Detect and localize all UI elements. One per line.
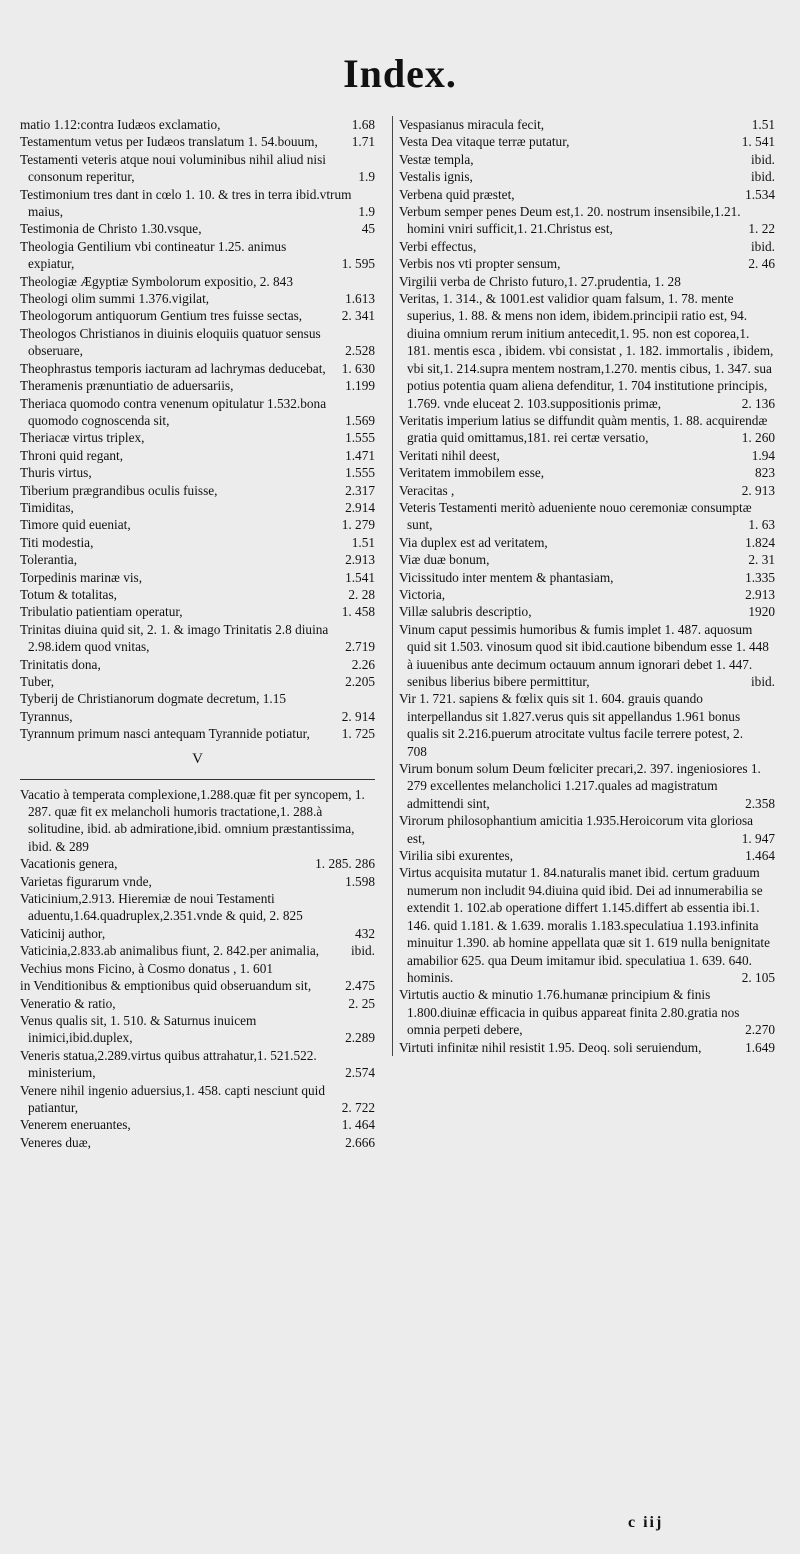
- entry-term: Virtutis auctio & minutio 1.76.humanæ principium & finis 1.800.diuinæ efficacia in quibus appareat finita 2.80.gratia nos omnia perpeti debere,: [399, 987, 740, 1038]
- left-column: [20, 116, 375, 1151]
- entry-page-ref: 2.205: [345, 674, 375, 689]
- entry-term: Tolerantia,: [20, 552, 78, 568]
- entry-page-ref: 1.9: [358, 204, 375, 220]
- index-entry: [399, 203, 775, 238]
- entry-page-ref: 2.913: [745, 586, 775, 602]
- entry-term: Villæ salubris descriptio,: [399, 604, 532, 620]
- entry-term: Venerem eneruantes,: [20, 1117, 131, 1133]
- entry-term: Vaticinia,2.833.ab animalibus fiunt, 2. 842.per animalia,: [20, 943, 320, 959]
- entry-term: Vaticinij author,: [20, 925, 106, 941]
- entry-page-ref: 1. 541: [741, 134, 775, 150]
- index-entry: [20, 151, 375, 186]
- entry-page-ref: 1.569: [345, 412, 375, 428]
- entry-page-ref: 1.51: [751, 117, 775, 132]
- entry-page-ref: 2. 914: [341, 708, 375, 724]
- index-entry: [20, 307, 375, 324]
- index-entry: [399, 238, 775, 255]
- index-entry: [20, 569, 375, 586]
- index-entry: [20, 482, 375, 499]
- entry-page-ref: 2.574: [345, 1065, 375, 1081]
- entry-term: Tyrannum primum nasci antequam Tyrannide potiatur,: [20, 726, 310, 742]
- entry-page-ref: 2.913: [345, 552, 375, 568]
- index-entry: [20, 238, 375, 273]
- index-entry: [20, 656, 375, 673]
- index-entry: [399, 464, 775, 481]
- entry-page-ref: 1.598: [345, 873, 375, 889]
- index-entry: [20, 1134, 375, 1151]
- entry-term: Venus qualis sit, 1. 510. & Saturnus inuicem inimici,ibid.duplex,: [20, 1012, 257, 1046]
- entry-page-ref: 823: [755, 465, 775, 481]
- entry-term: Theramenis prænuntiatio de aduersariis,: [20, 378, 234, 394]
- index-entry: [20, 603, 375, 620]
- entry-page-ref: 2. 25: [348, 995, 375, 1011]
- index-entry: [20, 464, 375, 481]
- entry-page-ref: ibid.: [750, 169, 775, 185]
- entry-page-ref: 1.335: [745, 569, 775, 585]
- entry-term: Veneratio & ratio,: [20, 995, 116, 1011]
- entry-term: Vestalis ignis,: [399, 169, 473, 185]
- entry-term: Tyberij de Christianorum dogmate decretum, 1.15: [20, 691, 287, 707]
- entry-term: Testamenti veteris atque noui voluminibus nihil aliud nisi consonum reperitur,: [20, 151, 326, 185]
- index-entry: [20, 586, 375, 603]
- entry-term: matio 1.12:contra Iudæos exclamatio,: [20, 117, 221, 132]
- entry-term: Theologos Christianos in diuinis eloquiis quatuor sensus obseruare,: [20, 325, 321, 359]
- index-entry: [399, 412, 775, 447]
- entry-page-ref: 2.719: [345, 639, 375, 655]
- entry-page-ref: 1.68: [351, 117, 375, 132]
- entry-page-ref: 1.534: [745, 186, 775, 202]
- index-entry: [399, 1039, 775, 1056]
- entry-page-ref: 432: [355, 925, 375, 941]
- entry-page-ref: 1.555: [345, 430, 375, 446]
- entry-term: Virtuti infinitæ nihil resistit 1.95. Deoq. soli seruiendum,: [399, 1039, 702, 1055]
- entry-term: Veritatis imperium latius se diffundit quàm mentis, 1. 88. acquirendæ gratia quid omittamus,181. rei certæ versatio,: [399, 412, 768, 446]
- entry-term: Viæ duæ bonum,: [399, 552, 490, 568]
- entry-page-ref: 2. 46: [748, 256, 775, 272]
- index-entry: [20, 890, 375, 925]
- entry-term: Titi modestia,: [20, 534, 94, 550]
- entry-page-ref: 1.464: [745, 848, 775, 864]
- entry-term: Theriacæ virtus triplex,: [20, 430, 145, 446]
- entry-page-ref: 2. 913: [741, 482, 775, 498]
- index-entry: [20, 429, 375, 446]
- entry-page-ref: 2. 341: [341, 308, 375, 324]
- index-entry: [20, 360, 375, 377]
- index-entry: [399, 290, 775, 412]
- signature-mark: c iij: [628, 1514, 664, 1531]
- entry-term: Verbena quid præstet,: [399, 186, 515, 202]
- index-entry: [399, 186, 775, 203]
- entry-term: Testamentum vetus per Iudæos translatum 1. 54.bouum,: [20, 134, 318, 150]
- index-entry: [399, 986, 775, 1038]
- entry-page-ref: 1. 260: [741, 430, 775, 446]
- entries-v-section: [20, 786, 375, 1152]
- index-entry: [20, 186, 375, 221]
- entry-term: Totum & totalitas,: [20, 586, 117, 602]
- index-entry: [20, 325, 375, 360]
- entry-page-ref: 1.613: [345, 291, 375, 307]
- entry-term: Vir 1. 721. sapiens & fœlix quis sit 1. 604. grauis quando interpellandus sit 1.827.verus quis sit appellandus 1.961 bonus qualis sit 2.216.puerum atrocitate vultus facile terrere potest, 2. 708: [399, 691, 744, 759]
- index-entry: [399, 603, 775, 620]
- index-entry: [20, 690, 375, 707]
- index-entry: [20, 116, 375, 133]
- entry-term: Virilia sibi exurentes,: [399, 848, 514, 864]
- entry-term: Vaticinium,2.913. Hieremiæ de noui Testamenti aduentu,1.64.quadruplex,2.351.vnde & quid, 2. 825: [20, 891, 303, 924]
- entry-term: Virgilii verba de Christo futuro,1. 27.prudentia, 1. 28: [399, 273, 681, 289]
- index-entry: [399, 586, 775, 603]
- entry-term: Virorum philosophantium amicitia 1.935.Heroicorum vita gloriosa est,: [399, 813, 754, 846]
- entry-term: Via duplex est ad veritatem,: [399, 534, 548, 550]
- index-entry: [20, 708, 375, 725]
- entry-term: Veneris statua,2.289.virtus quibus attrahatur,1. 521.522. ministerium,: [20, 1047, 317, 1081]
- entry-page-ref: 1. 63: [748, 517, 775, 533]
- index-entry: [399, 864, 775, 986]
- index-entry: [20, 395, 375, 430]
- entries-v-continued: [399, 116, 775, 1056]
- entry-term: Vespasianus miracula fecit,: [399, 117, 545, 132]
- entry-page-ref: 2. 105: [741, 969, 775, 985]
- entry-term: Verbis nos vti propter sensum,: [399, 256, 561, 272]
- entry-term: Veritas, 1. 314., & 1001.est validior quam falsum, 1. 78. mente superius, 1. 88. & mens non idem, ibidem.principii ratio est, 94. diuina omnium rerum initium antecedit,1. 95. non est coporea,1. 181. mentis esca , ibidem. vbi consistat , 1. 182. immortalis , ibidem, vbi sit,1. 214.supra mentem nostram,1.270. mentis cibus, 1. 347. sua potius potentia quam aliena defenditur, 1. 704 institutione principis, 1.769. vnde eluceat 2. 103.suppositionis primæ,: [399, 291, 774, 411]
- entry-term: Theologi olim summi 1.376.vigilat,: [20, 291, 210, 307]
- entry-page-ref: 2. 28: [348, 586, 375, 602]
- entry-page-ref: 1.51: [351, 534, 375, 550]
- entry-page-ref: ibid.: [350, 943, 375, 959]
- entry-term: Vestæ templa,: [399, 151, 474, 167]
- index-entry: [20, 534, 375, 551]
- entry-term: Varietas figurarum vnde,: [20, 873, 152, 889]
- index-entry: [20, 995, 375, 1012]
- entry-term: Victoria,: [399, 586, 446, 602]
- entry-term: Trinitas diuina quid sit, 2. 1. & imago Trinitatis 2.8 diuina 2.98.idem quod vnitas,: [20, 621, 329, 655]
- entry-term: Veracitas ,: [399, 482, 455, 498]
- entry-term: Tuber,: [20, 674, 55, 689]
- entry-page-ref: 2.475: [345, 978, 375, 994]
- entry-term: Theophrastus temporis iacturam ad lachrymas deducebat,: [20, 360, 326, 376]
- entry-page-ref: 1. 595: [341, 256, 375, 272]
- entry-term: Vacatio à temperata complexione,1.288.quæ fit per syncopem, 1. 287. quæ fit ex melancholi humoris tractatione,1. 288.à solitudine, ibid. ab admiratione,ibid. omnium præstantissima, ibid. & 289: [20, 786, 365, 854]
- entry-term: Tribulatio patientiam operatur,: [20, 604, 183, 620]
- index-entry: [399, 116, 775, 133]
- index-entry: [399, 621, 775, 691]
- entry-term: Testimonia de Christo 1.30.vsque,: [20, 221, 202, 237]
- entry-page-ref: 1920: [748, 604, 775, 620]
- index-entry: [399, 273, 775, 290]
- index-entry: [20, 220, 375, 237]
- entry-term: in Venditionibus & emptionibus quid obseruandum sit,: [20, 978, 312, 994]
- index-entry: [20, 725, 375, 742]
- entry-page-ref: 2.914: [345, 499, 375, 515]
- entry-term: Theologorum antiquorum Gentium tres fuisse sectas,: [20, 308, 303, 324]
- entry-page-ref: 1.9: [358, 169, 375, 185]
- index-entry: [20, 673, 375, 690]
- entry-page-ref: 1.649: [745, 1039, 775, 1055]
- entry-term: Timiditas,: [20, 499, 74, 515]
- entry-term: Torpedinis marinæ vis,: [20, 569, 143, 585]
- entry-page-ref: 2.666: [345, 1134, 375, 1150]
- entry-term: Vechius mons Ficino, à Cosmo donatus , 1. 601: [20, 960, 274, 976]
- index-entry: [20, 1012, 375, 1047]
- index-entry: [20, 516, 375, 533]
- right-column: [392, 116, 775, 1056]
- index-entry: [20, 290, 375, 307]
- entry-page-ref: 2.358: [745, 795, 775, 811]
- entry-page-ref: 1.824: [745, 534, 775, 550]
- entry-term: Vinum caput pessimis humoribus & fumis implet 1. 487. aquosum quid sit 1.503. vinosum quod sit ibid.cautione bibendum esse 1. 448 à iuuenibus ante decimum octauum annum ignorari debet 1. 447. senibus liberius bibere permittitur,: [399, 621, 769, 689]
- index-entry: [20, 499, 375, 516]
- index-entry: [399, 847, 775, 864]
- index-entry: [20, 133, 375, 150]
- entry-term: Trinitatis dona,: [20, 656, 101, 672]
- entry-term: Verbi effectus,: [399, 238, 477, 254]
- page-title: Index.: [343, 51, 457, 96]
- index-entry: [399, 812, 775, 847]
- entry-page-ref: ibid.: [750, 238, 775, 254]
- entry-page-ref: 1. 464: [341, 1117, 375, 1133]
- index-entry: [20, 377, 375, 394]
- entry-page-ref: 2. 31: [748, 552, 775, 568]
- entry-page-ref: 1.94: [751, 447, 775, 463]
- entry-term: Theologiæ Ægyptiæ Symbolorum expositio, 2. 843: [20, 273, 293, 289]
- index-entry: [399, 569, 775, 586]
- entry-page-ref: 1. 458: [341, 604, 375, 620]
- entry-page-ref: 1.199: [345, 378, 375, 394]
- entry-page-ref: 2. 136: [741, 395, 775, 411]
- index-entry: [20, 960, 375, 977]
- index-entry: [399, 551, 775, 568]
- index-entry: [399, 534, 775, 551]
- entry-term: Venere nihil ingenio aduersius,1. 458. capti nesciunt quid patiantur,: [20, 1082, 326, 1115]
- index-entry: [399, 760, 775, 812]
- index-entry: [399, 133, 775, 150]
- index-entry: [20, 1047, 375, 1082]
- index-entry: [20, 551, 375, 568]
- index-entry: [20, 273, 375, 290]
- entry-term: Theriaca quomodo contra venenum opitulatur 1.532.bona quomodo cognoscenda sit,: [20, 395, 327, 428]
- entry-term: Tiberium prægrandibus oculis fuisse,: [20, 482, 218, 498]
- index-entry: [399, 499, 775, 534]
- entry-page-ref: 1. 279: [341, 517, 375, 533]
- entry-term: Vicissitudo inter mentem & phantasiam,: [399, 569, 614, 585]
- index-entry: [20, 942, 375, 959]
- entry-term: Testimonium tres dant in cœlo 1. 10. & tres in terra ibid.vtrum maius,: [20, 186, 352, 220]
- entry-term: Tyrannus,: [20, 708, 73, 724]
- entry-term: Timore quid eueniat,: [20, 517, 131, 533]
- entry-page-ref: 1.541: [345, 569, 375, 585]
- entry-term: Vacationis genera,: [20, 856, 118, 872]
- index-entry: [20, 1082, 375, 1117]
- entry-page-ref: 1. 947: [741, 830, 775, 846]
- index-entry: [20, 786, 375, 856]
- entry-term: Vesta Dea vitaque terræ putatur,: [399, 134, 570, 150]
- entry-term: Veneres duæ,: [20, 1134, 91, 1150]
- index-entry: [399, 690, 775, 760]
- index-entry: [20, 925, 375, 942]
- index-entry: [399, 482, 775, 499]
- entry-term: Veteris Testamenti meritò adueniente nouo ceremoniæ consumptæ sunt,: [399, 499, 752, 533]
- entry-page-ref: 1. 725: [341, 726, 375, 742]
- entry-page-ref: 2.289: [345, 1030, 375, 1046]
- entry-term: Veritatem immobilem esse,: [399, 465, 545, 481]
- entry-page-ref: 2. 722: [341, 1099, 375, 1115]
- entry-page-ref: 2.317: [345, 482, 375, 498]
- index-entry: [20, 621, 375, 656]
- index-entry: [20, 873, 375, 890]
- entry-page-ref: 2.26: [351, 656, 375, 672]
- entry-page-ref: 1. 22: [748, 221, 775, 237]
- entry-page-ref: 1. 285. 286: [315, 856, 375, 872]
- entry-term: Throni quid regant,: [20, 447, 124, 463]
- entry-page-ref: 45: [361, 221, 375, 237]
- entry-page-ref: 2.270: [745, 1022, 775, 1038]
- index-entry: [20, 447, 375, 464]
- entry-term: Theologia Gentilium vbi contineatur 1.25. animus expiatur,: [20, 238, 287, 272]
- index-entry: [399, 151, 775, 168]
- index-entry: [399, 168, 775, 185]
- section-letter-v: V: [20, 743, 375, 780]
- entry-term: Verbum semper penes Deum est,1. 20. nostrum insensibile,1.21. homini vniri sufficit,1. 21.Christus est,: [399, 204, 741, 237]
- entry-term: Virum bonum solum Deum fœliciter precari,2. 397. ingeniosiores 1. 279 excellentes melancholici 1.217.quales ad magistratum admittendi sint,: [399, 761, 761, 811]
- entry-term: Veritati nihil deest,: [399, 447, 500, 463]
- entry-page-ref: ibid.: [750, 674, 775, 689]
- entry-term: Thuris virtus,: [20, 465, 92, 481]
- index-entry: [20, 1116, 375, 1133]
- entry-page-ref: 1.555: [345, 465, 375, 481]
- entry-page-ref: ibid.: [750, 151, 775, 167]
- index-entry: [399, 255, 775, 272]
- entry-page-ref: 2.528: [345, 343, 375, 359]
- index-entry: [20, 855, 375, 872]
- entry-page-ref: 1.71: [351, 134, 375, 150]
- entry-page-ref: 1.471: [345, 447, 375, 463]
- index-entry: [20, 977, 375, 994]
- entry-term: Virtus acquisita mutatur 1. 84.naturalis manet ibid. certum graduum numerum non includit 94.diuina quid ibid. Dei ad innumerabilia se extendit 1. 102.ab operatione differt 1.145.differt ab essentia ibi.1. 146. quid 1.181. & 1.639. moralis 1.183.speculatiua 1.193.infinita minuitur 1.390. ab homine appellata quæ sit 1. 619 nulla benignitate amabilior 625. qua Deum imitamur ibid. speculatiua 1. 639. 640. hominis.: [399, 865, 771, 985]
- entries-t-section: [20, 116, 375, 743]
- index-entry: [399, 447, 775, 464]
- entry-page-ref: 1. 630: [341, 360, 375, 376]
